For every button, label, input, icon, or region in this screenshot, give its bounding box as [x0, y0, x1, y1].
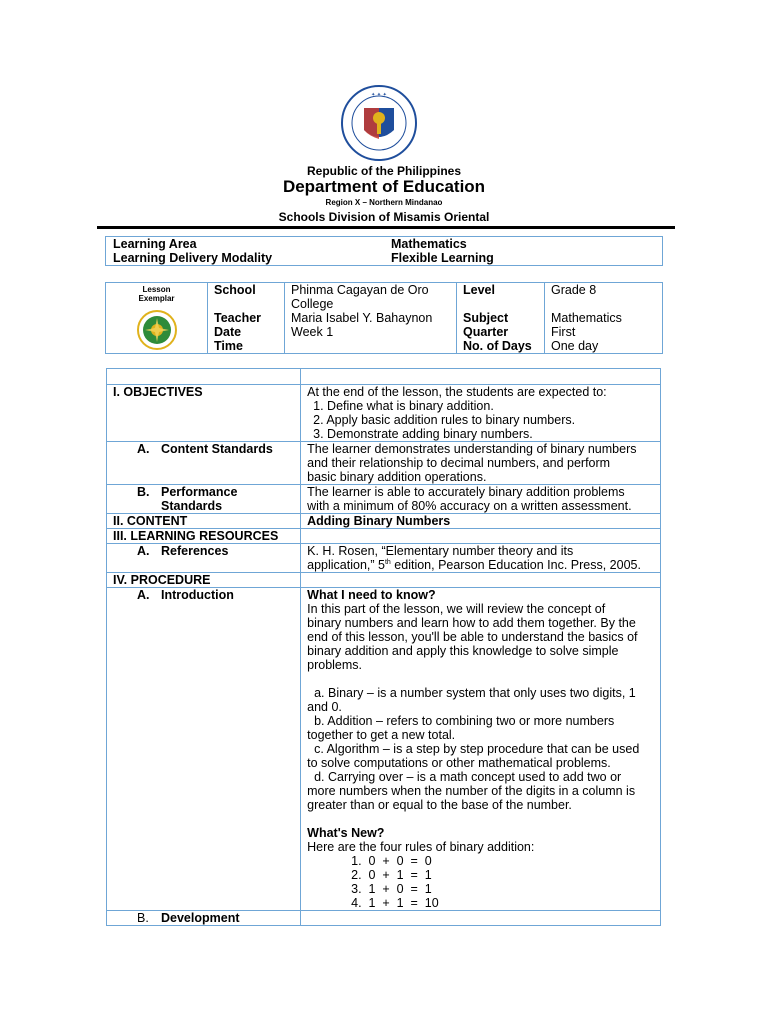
- deped-seal-logo: [334, 84, 424, 162]
- blank-cell: [301, 911, 661, 926]
- content-standards-label: [107, 442, 301, 485]
- spacer: [214, 297, 278, 311]
- label-text: Introduction: [161, 588, 234, 602]
- ref-sup: th: [384, 558, 391, 566]
- content-std-line: and their relationship to decimal numbers, and perform: [307, 456, 611, 470]
- rule-item: 3. 1 + 0 = 1: [351, 882, 432, 896]
- term-line: c. Algorithm – is a step by step procedure that can be used: [307, 742, 640, 756]
- exemplar-cell: [106, 283, 208, 354]
- subject-label: Subject: [463, 311, 509, 325]
- school-label: School: [214, 283, 256, 297]
- blank-cell: [301, 529, 661, 544]
- days-label: No. of Days: [463, 339, 532, 353]
- time-label: Time: [214, 339, 243, 353]
- introduction-cell: [301, 588, 661, 911]
- development-label: [107, 911, 301, 926]
- perf-std-line: The learner is able to accurately binary addition problems: [307, 485, 625, 499]
- references-label: [107, 544, 301, 573]
- quarter-value: First: [551, 325, 576, 339]
- content-label: II. CONTENT: [107, 514, 301, 529]
- reference-line-2: [307, 558, 654, 572]
- spacer: [463, 297, 538, 311]
- rule-item: 2. 0 + 1 = 1: [351, 868, 432, 882]
- lesson-plan-table: [106, 368, 661, 926]
- subject-value: Mathematics: [551, 311, 622, 325]
- reference-line-1: K. H. Rosen, “Elementary number theory and its: [307, 544, 574, 558]
- objective-item: 2. Apply basic addition rules to binary numbers.: [313, 413, 576, 427]
- ref-text-b: edition, Pearson Education Inc. Press, 2005.: [390, 558, 641, 572]
- blank-cell: [301, 369, 661, 385]
- svg-text:✦ ✦ ✦: ✦ ✦ ✦: [371, 92, 387, 98]
- exemplar-header-table: [105, 282, 663, 354]
- exemplar-values-2: [545, 283, 663, 354]
- references-cell: [301, 544, 661, 573]
- learning-area-value: Mathematics: [391, 237, 467, 251]
- need-heading: What I need to know?: [307, 588, 436, 602]
- objective-item: 1. Define what is binary addition.: [313, 399, 494, 413]
- term-line: a. Binary – is a number system that only uses two digits, 1: [307, 686, 636, 700]
- date-value: Week 1: [291, 325, 334, 339]
- exemplar-title-1: Lesson: [142, 285, 171, 294]
- letter: A.: [137, 588, 150, 602]
- school-value-2: College: [291, 297, 334, 311]
- spacer: [307, 672, 654, 686]
- term-line: and 0.: [307, 700, 342, 714]
- exemplar-labels-1: [208, 283, 285, 354]
- exemplar-title-2: Exemplar: [138, 294, 175, 303]
- content-standards-cell: [301, 442, 661, 485]
- learning-area-label: Learning Area: [113, 237, 197, 251]
- perf-std-line: with a minimum of 80% accuracy on a written assessment.: [307, 499, 632, 513]
- division-title: Schools Division of Misamis Oriental: [278, 210, 490, 224]
- need-line: binary addition and apply this knowledge to solve simple: [307, 644, 619, 658]
- exemplar-labels-2: [457, 283, 545, 354]
- need-line: problems.: [307, 658, 363, 672]
- procedure-label: IV. PROCEDURE: [107, 573, 301, 588]
- exemplar-values-1: [285, 283, 457, 354]
- content-std-line: basic binary addition operations.: [307, 470, 487, 484]
- level-label: Level: [463, 283, 495, 297]
- region-title: Region X – Northern Mindanao: [325, 198, 443, 207]
- term-line: b. Addition – refers to combining two or more numbers: [307, 714, 615, 728]
- performance-standards-label: [107, 485, 301, 514]
- letter: A.: [137, 442, 150, 456]
- term-line: together to get a new total.: [307, 728, 456, 742]
- term-line: greater than or equal to the base of the number.: [307, 798, 572, 812]
- objectives-cell: [301, 385, 661, 442]
- objective-item: 3. Demonstrate adding binary numbers.: [313, 427, 533, 441]
- header-divider: [97, 226, 675, 229]
- label-text: Content Standards: [161, 442, 273, 456]
- label-text: [161, 485, 237, 513]
- label-line: Standards: [161, 499, 223, 513]
- days-value: One day: [551, 339, 599, 353]
- content-std-line: The learner demonstrates understanding of binary numbers: [307, 442, 637, 456]
- term-line: to solve computations or other mathematical problems.: [307, 756, 611, 770]
- letter: B.: [137, 911, 149, 925]
- time-value: [291, 339, 450, 353]
- new-intro: Here are the four rules of binary addition:: [307, 840, 535, 854]
- new-heading: What's New?: [307, 826, 385, 840]
- objectives-intro: At the end of the lesson, the students are expected to:: [307, 385, 607, 399]
- resources-label: III. LEARNING RESOURCES: [107, 529, 301, 544]
- need-line: end of this lesson, you'll be able to understand the basics of: [307, 630, 638, 644]
- term-line: d. Carrying over – is a math concept used to add two or: [307, 770, 622, 784]
- republic-title: Republic of the Philippines: [306, 164, 461, 178]
- objectives-label: I. OBJECTIVES: [107, 385, 301, 442]
- need-line: In this part of the lesson, we will review the concept of: [307, 602, 606, 616]
- introduction-label: [107, 588, 301, 911]
- label-text: Development: [161, 911, 240, 925]
- teacher-value: Maria Isabel Y. Bahaynon: [291, 311, 433, 325]
- letter: B.: [137, 485, 150, 499]
- ref-text-a: application,” 5: [307, 558, 385, 572]
- spacer: [307, 812, 654, 826]
- department-title: Department of Education: [282, 177, 486, 196]
- school-value-1: Phinma Cagayan de Oro: [291, 283, 429, 297]
- rule-item: 1. 0 + 0 = 0: [351, 854, 432, 868]
- performance-standards-cell: [301, 485, 661, 514]
- date-label: Date: [214, 325, 242, 339]
- term-line: more numbers when the number of the digits in a column is: [307, 784, 636, 798]
- letter: A.: [137, 544, 150, 558]
- spacer: [551, 297, 656, 311]
- school-logo: [136, 309, 178, 351]
- teacher-label: Teacher: [214, 311, 262, 325]
- need-line: binary numbers and learn how to add them together. By the: [307, 616, 636, 630]
- rule-item: 4. 1 + 1 = 10: [351, 896, 439, 910]
- modality-label: Learning Delivery Modality: [113, 251, 273, 265]
- learning-area-box: [105, 236, 663, 266]
- level-value: Grade 8: [551, 283, 597, 297]
- modality-value: Flexible Learning: [391, 251, 494, 265]
- content-value: Adding Binary Numbers: [301, 514, 661, 529]
- quarter-label: Quarter: [463, 325, 509, 339]
- blank-cell: [301, 573, 661, 588]
- label-text: References: [161, 544, 229, 558]
- blank-cell: [107, 369, 301, 385]
- label-line: Performance: [161, 485, 238, 499]
